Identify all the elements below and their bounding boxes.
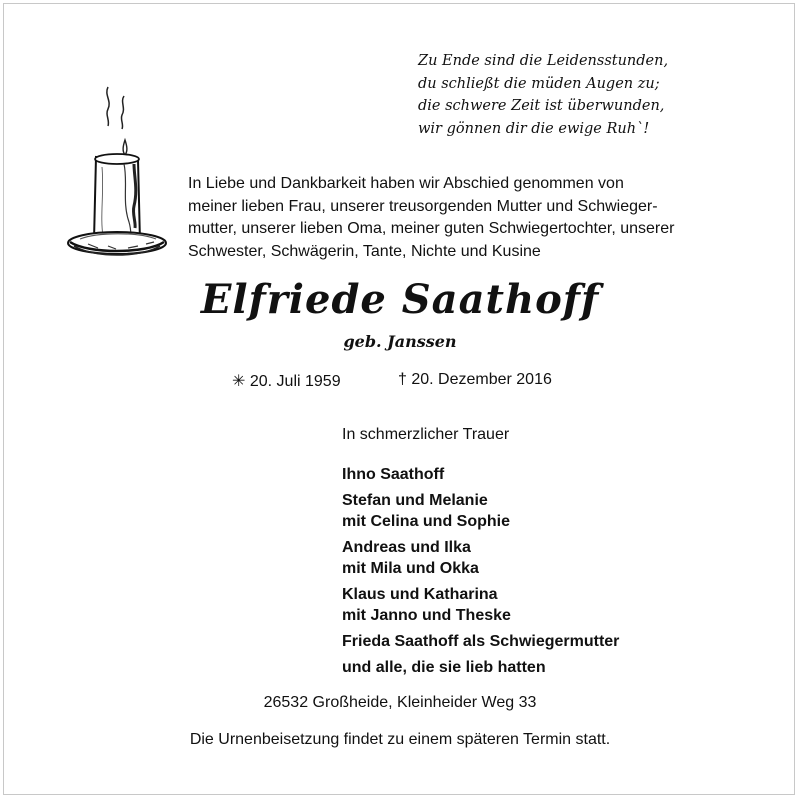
mourner-group — [342, 464, 619, 485]
mourner-line: Ihno Saathoff — [342, 466, 445, 483]
mourners-list — [342, 464, 619, 683]
mourner-line: mit Janno und Theske — [342, 607, 511, 624]
mourner-group — [342, 537, 619, 579]
intro-line: meiner lieben Frau, unserer treusorgenden Mutter und Schwieger- — [188, 197, 658, 215]
address: 26532 Großheide, Kleinheider Weg 33 — [263, 694, 537, 711]
intro-line: Schwester, Schwägerin, Tante, Nichte und Kusine — [188, 242, 541, 260]
intro-line: mutter, unserer lieben Oma, meiner guten Schwiegertochter, unserer — [188, 220, 675, 238]
mourner-line: mit Celina und Sophie — [342, 513, 511, 530]
mourning-label: In schmerzlicher Trauer — [342, 426, 510, 443]
intro-text — [188, 173, 778, 263]
birth-name: geb. Janssen — [343, 332, 457, 351]
poem — [418, 50, 698, 140]
poem-line: du schließt die müden Augen zu; — [418, 75, 660, 92]
mourner-line: Frieda Saathoff als Schwiegermutter — [342, 633, 620, 650]
poem-line: Zu Ende sind die Leidensstunden, — [418, 53, 669, 69]
birth-date: ✳ 20. Juli 1959 — [232, 373, 341, 390]
mourner-group — [342, 657, 619, 678]
candle-icon — [58, 82, 168, 267]
mourner-line: Andreas und Ilka — [342, 539, 471, 556]
mourner-line: Stefan und Melanie — [342, 492, 488, 509]
death-date: † 20. Dezember 2016 — [398, 371, 552, 388]
intro-line: In Liebe und Dankbarkeit haben wir Abschied genommen von — [188, 175, 624, 192]
mourner-group — [342, 631, 619, 652]
poem-line: wir gönnen dir die ewige Ruh`! — [418, 120, 650, 137]
mourner-line: und alle, die sie lieb hatten — [342, 659, 546, 676]
mourner-group — [342, 584, 619, 626]
burial-notice: Die Urnenbeisetzung findet zu einem späteren Termin statt. — [189, 731, 611, 748]
mourner-line: Klaus und Katharina — [342, 586, 498, 603]
mourner-group — [342, 490, 619, 532]
deceased-name: Elfriede Saathoff — [200, 276, 600, 323]
mourner-line: mit Mila und Okka — [342, 560, 479, 577]
poem-line: die schwere Zeit ist überwunden, — [418, 98, 665, 114]
